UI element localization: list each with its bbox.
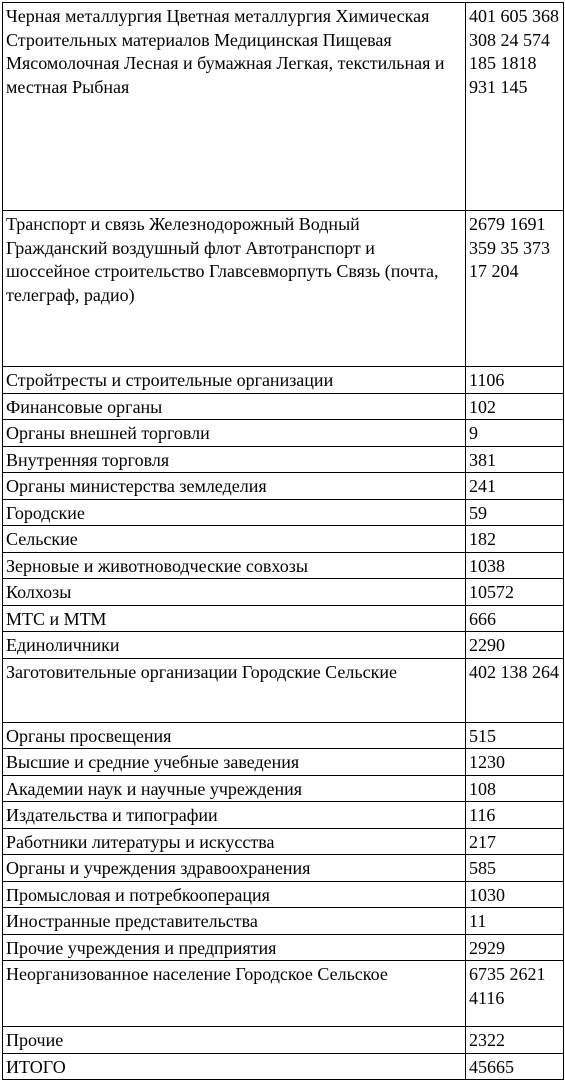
table-row [3, 722, 564, 749]
row-label: Сельские [3, 526, 466, 553]
table-row [3, 552, 564, 579]
row-value: 9 [466, 420, 564, 447]
table-row [3, 499, 564, 526]
row-label: Городские [3, 499, 466, 526]
table-row [3, 367, 564, 394]
row-value: 182 [466, 526, 564, 553]
row-label: Черная металлургия Цветная металлургия Химическая Строительных материалов Медицинская Пищевая Мясомолочная Лесная и бумажная Легкая, текстильная и местная Рыбная [3, 3, 466, 211]
row-label: Органы просвещения [3, 722, 466, 749]
row-value: 1106 [466, 367, 564, 394]
row-label: ИТОГО [3, 1053, 466, 1080]
row-value: 217 [466, 828, 564, 855]
statistics-table [2, 2, 564, 1080]
table-row [3, 605, 564, 632]
table-row [3, 749, 564, 776]
row-label: Транспорт и связь Железнодорожный Водный Гражданский воздушный флот Автотранспорт и шоссейное строительство Главсевморпуть Связь (почта, телеграф, радио) [3, 211, 466, 367]
row-value: 2679 1691 359 35 373 17 204 [466, 211, 564, 367]
row-value: 1230 [466, 749, 564, 776]
table-row [3, 579, 564, 606]
table-row [3, 473, 564, 500]
row-label: Прочие учреждения и предприятия [3, 934, 466, 961]
table-row [3, 775, 564, 802]
row-label: Издательства и типографии [3, 802, 466, 829]
table-row [3, 420, 564, 447]
table-row [3, 393, 564, 420]
row-value: 241 [466, 473, 564, 500]
row-label: Академии наук и научные учреждения [3, 775, 466, 802]
row-label: Стройтресты и строительные организации [3, 367, 466, 394]
table-row [3, 934, 564, 961]
table-row [3, 658, 564, 722]
row-label: Высшие и средние учебные заведения [3, 749, 466, 776]
row-value: 2322 [466, 1027, 564, 1054]
row-value: 2290 [466, 632, 564, 659]
row-label: Заготовительные организации Городские Сельские [3, 658, 466, 722]
row-label: Неорганизованное население Городское Сельское [3, 961, 466, 1027]
row-label: Иностранные представительства [3, 908, 466, 935]
row-label: Единоличники [3, 632, 466, 659]
table-row [3, 855, 564, 882]
row-value: 666 [466, 605, 564, 632]
row-value: 401 605 368 308 24 574 185 1818 931 145 [466, 3, 564, 211]
row-label: Внутренняя торговля [3, 446, 466, 473]
row-value: 1030 [466, 881, 564, 908]
row-value: 2929 [466, 934, 564, 961]
row-value: 10572 [466, 579, 564, 606]
table-row [3, 632, 564, 659]
row-label: Работники литературы и искусства [3, 828, 466, 855]
row-value: 59 [466, 499, 564, 526]
table-row [3, 908, 564, 935]
table-row [3, 446, 564, 473]
table-row [3, 881, 564, 908]
table-row [3, 802, 564, 829]
row-value: 585 [466, 855, 564, 882]
table-row [3, 828, 564, 855]
table-row [3, 211, 564, 367]
row-value: 45665 [466, 1053, 564, 1080]
row-value: 102 [466, 393, 564, 420]
row-label: МТС и МТМ [3, 605, 466, 632]
row-value: 108 [466, 775, 564, 802]
row-value: 116 [466, 802, 564, 829]
row-value: 11 [466, 908, 564, 935]
table-row [3, 526, 564, 553]
table-row [3, 961, 564, 1027]
row-value: 381 [466, 446, 564, 473]
table-row [3, 3, 564, 211]
row-label: Зерновые и животноводческие совхозы [3, 552, 466, 579]
row-label: Органы и учреждения здравоохранения [3, 855, 466, 882]
row-label: Промысловая и потребкооперация [3, 881, 466, 908]
row-label: Органы внешней торговли [3, 420, 466, 447]
row-label: Колхозы [3, 579, 466, 606]
row-label: Прочие [3, 1027, 466, 1054]
row-value: 6735 2621 4116 [466, 961, 564, 1027]
row-value: 515 [466, 722, 564, 749]
row-value: 1038 [466, 552, 564, 579]
row-value: 402 138 264 [466, 658, 564, 722]
table-row [3, 1027, 564, 1054]
row-label: Финансовые органы [3, 393, 466, 420]
row-label: Органы министерства земледелия [3, 473, 466, 500]
